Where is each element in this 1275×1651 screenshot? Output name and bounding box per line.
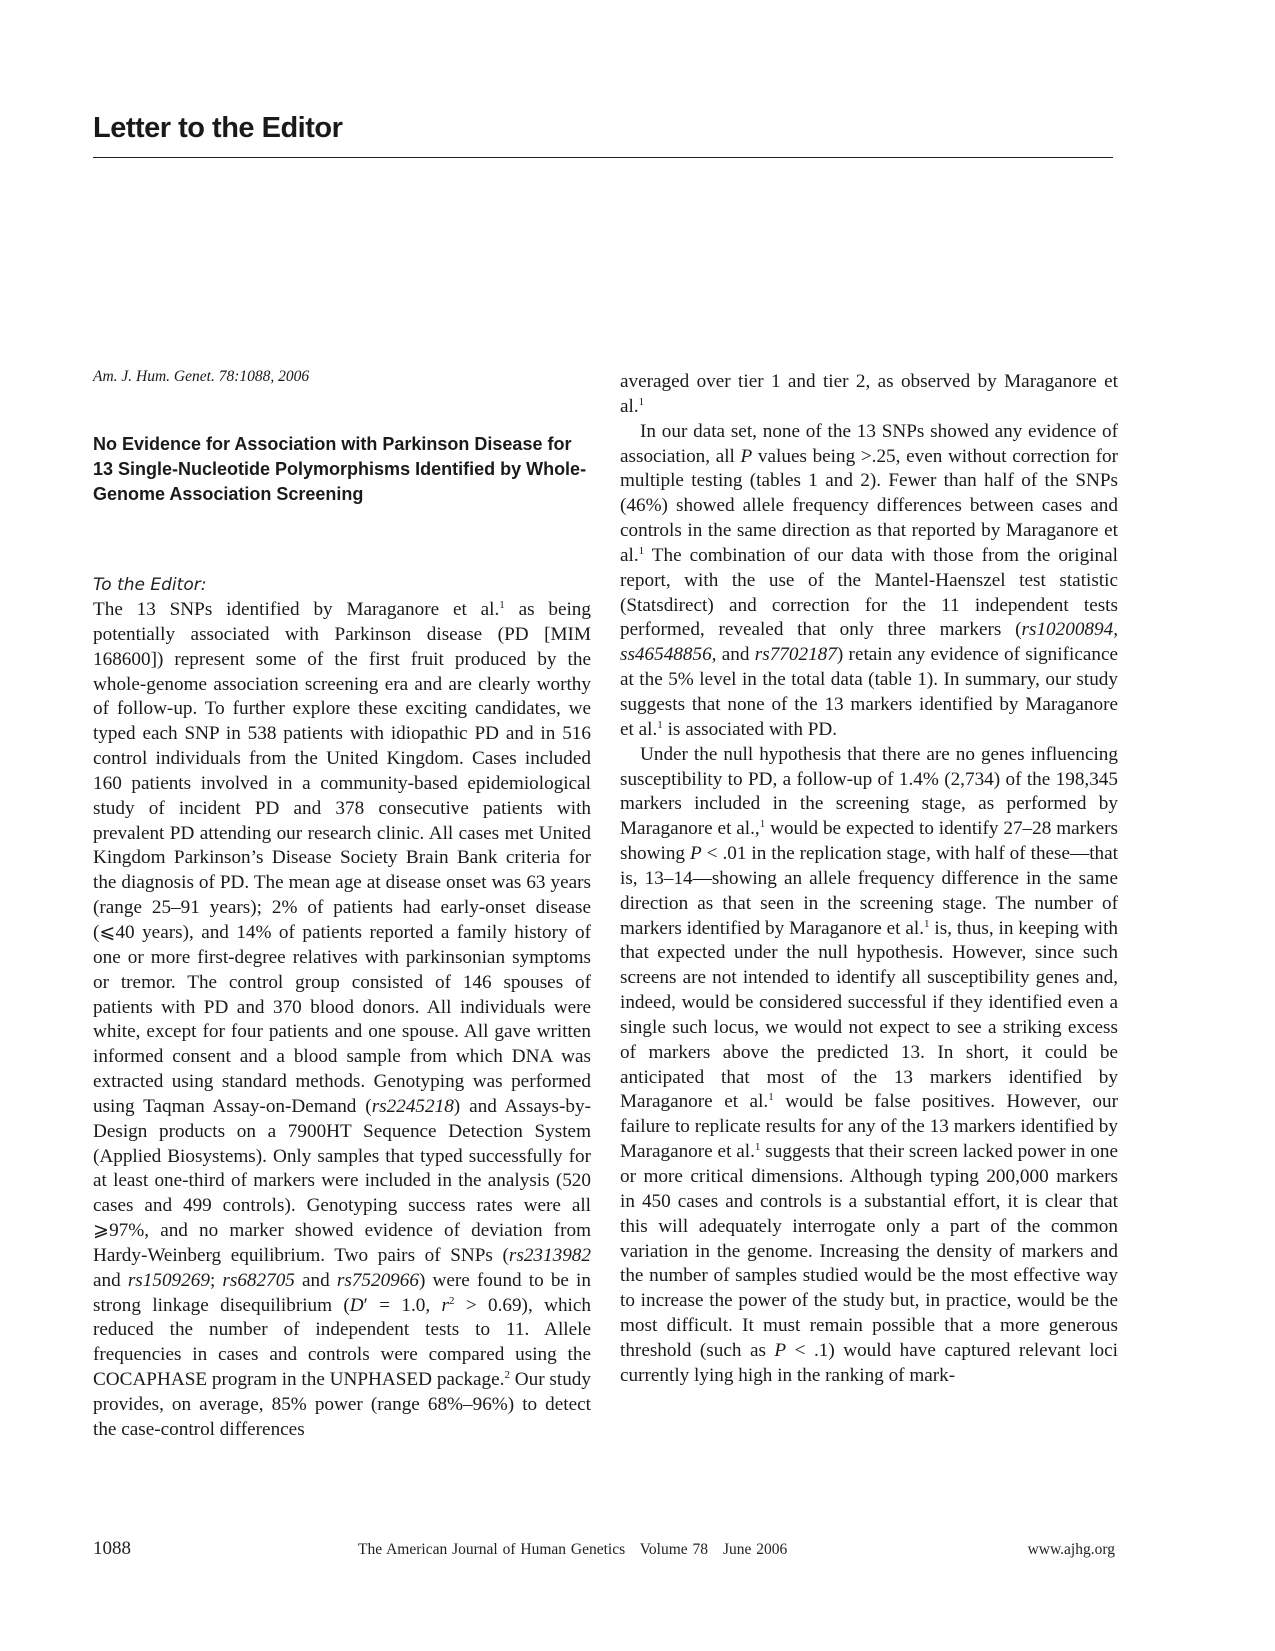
article-title: No Evidence for Association with Parkinson Disease for 13 Single-Nucleotide Polymorphisms Identified by Whole-Genome Association Screening [93,434,587,504]
section-title: Letter to the Editor [93,112,343,144]
paragraph-1-part-1: The 13 SNPs identified by Maraganore et al.$^1$ as being potentially associated with Parkinson disease (PD [MIM 168600]) represent some of the first fruit produced by the whole-genome association screening era and are clearly worthy of follow-up. To further explore these exciting candidates, we typed each SNP in 538 patients with idiopathic PD and in 516 control individuals from the United Kingdom. Cases included 160 patients involved in a community-based epidemiological study of incident PD and 378 consecutive patients with prevalent PD attending our research clinic. All cases met United Kingdom Parkinson’s Disease Society Brain Bank criteria for the diagnosis of PD. The mean age at disease onset was 63 years (range 25–91 years); 2% of patients had early-onset disease (⩽40 years), and 14% of patients reported a family history of one or more first-degree relatives with parkinsonian symptoms or tremor. The control group consisted of 146 spouses of patients with PD and 370 blood donors. All individuals were white, except for four patients and one spouse. All gave written informed consent and a blood sample from which DNA was extracted using standard methods. Genotyping was performed using Taqman Assay-on-Demand (rs2245218) and Assays-by-Design products on a 7900HT Sequence Detection System (Applied Biosystems). Only samples that typed successfully for at least one-third of markers were included in the analysis (520 cases and 499 controls). Genotyping success rates were all ⩾97%, and no marker showed evidence of deviation from Hardy-Weinberg equilibrium. Two pairs of SNPs (rs2313982 and rs1509269; rs682705 and rs7520966) were found to be in strong linkage disequilibrium (D′ = 1.0, $r^2 > 0.69$), which reduced the number of independent tests to 11. Allele frequencies in cases and controls were compared using the COCAPHASE program in the UNPHASED package.$^2$ Our study provides, on average, 85% power (range 68%–96%) to detect the case-control differences [93,599,591,1440]
body-column-left [93,598,591,1443]
journal-website: www.ajhg.org [1027,1541,1115,1558]
paragraph-1-part-2: averaged over tier 1 and tier 2, as observed by Maraganore et al.$^1$ [620,371,1118,417]
paragraph-3: Under the null hypothesis that there are no genes influencing susceptibility to PD, a follow-up of 1.4% (2,734) of the 198,345 markers included in the screening stage, as performed by Maraganore et al.,$^1$ would be expected to identify 27–28 markers showing P < .01 in the replication stage, with half of these—that is, 13–14—showing an allele frequency difference in the same direction as that seen in the screening stage. The number of markers identified by Maraganore et al.$^1$ is, thus, in keeping with that expected under the null hypothesis. However, since such screens are not intended to identify all susceptibility genes and, indeed, would be considered successful if they identified even a single such locus, we would not expect to see a striking excess of markers above the predicted 13. In short, it could be anticipated that most of the 13 markers identified by Maraganore et al.$^1$ would be false positives. However, our failure to replicate results for any of the 13 markers identified by Maraganore et al.$^1$ suggests that their screen lacked power in one or more critical dimensions. Although typing 200,000 markers in 450 cases and controls is a substantial effort, it is clear that this will adequately interrogate only a part of the common variation in the genome. Increasing the density of markers and the number of samples studied would be the most effective way to increase the power of the study but, in practice, would be the most difficult. It must remain possible that a more generous threshold (such as P < .1) would have captured relevant loci currently lying high in the ranking of mark- [620,743,1118,1386]
citation: Am. J. Hum. Genet. 78:1088, 2006 [93,368,310,385]
paragraph-2: In our data set, none of the 13 SNPs showed any evidence of association, all P values being >.25, even without correction for multiple testing (tables 1 and 2). Fewer than half of the SNPs (46%) showed allele frequency differences between cases and controls in the same direction as that reported by Maraganore et al.$^1$ The combination of our data with those from the original report, with the use of the Mantel-Haenszel test statistic (Statsdirect) and correction for the 11 independent tests performed, revealed that only three markers (rs10200894, ss46548856, and rs7702187) retain any evidence of significance at the 5% level in the total data (table 1). In summary, our study suggests that none of the 13 markers identified by Maraganore et al.$^1$ is associated with PD. [620,420,1119,740]
journal-name: The American Journal of Human Genetics [358,1541,626,1558]
journal-date: June 2006 [722,1541,788,1558]
body-column-right [620,370,1118,1389]
page-number: 1088 [93,1538,131,1559]
journal-info [358,1541,797,1559]
title-divider [93,157,1113,158]
journal-volume: Volume 78 [639,1541,709,1558]
salutation: To the Editor: [93,575,207,595]
